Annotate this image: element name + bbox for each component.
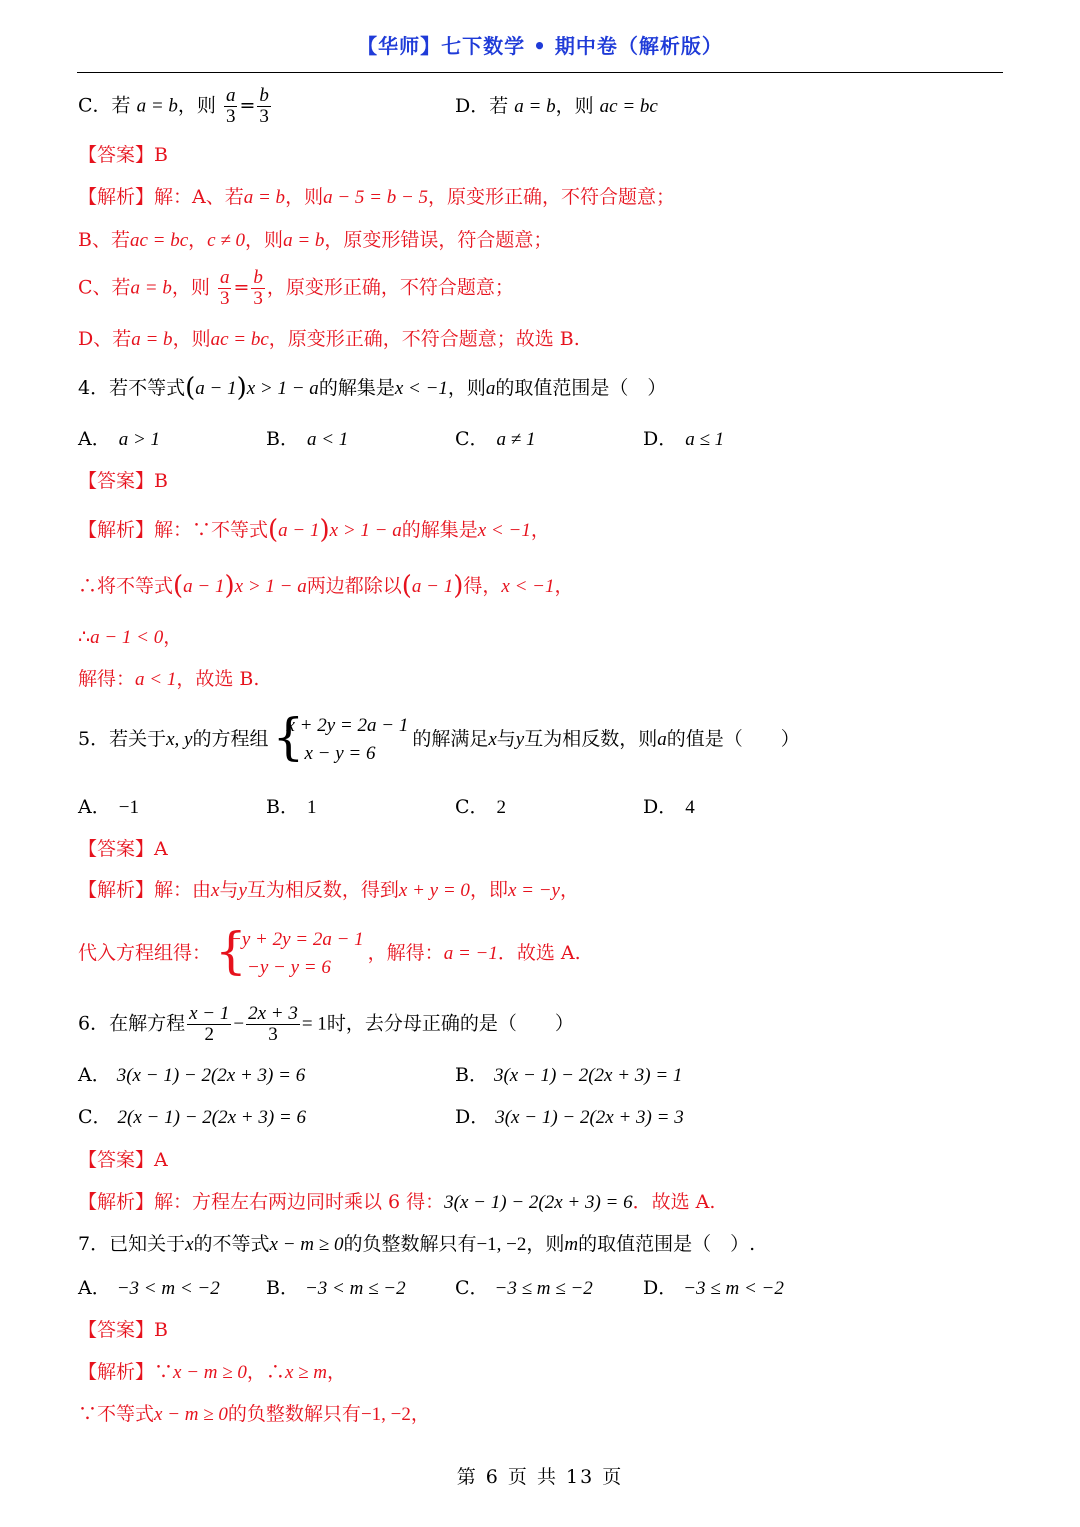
q4-analysis-3: ∴a − 1 < 0， [78, 626, 183, 648]
q3-option-c: C．若 a = b，则 $\frac{a}{3}$ = $\frac{b}{3}$ [78, 85, 269, 127]
q7-option-d: D． −3 ≤ m < −2 [643, 1277, 784, 1299]
q6-option-c: C． 2(x − 1) − 2(2x + 3) = 6 [78, 1106, 307, 1128]
q6-answer: 【答案】A [78, 1149, 168, 1171]
q5-stem: 5．若关于x, y的方程组 { x + 2y = 2a − 1 x − y = 6 的解满足x与y互为相反数，则a的值是（ ） [78, 708, 800, 766]
q3-answer: 【答案】B [78, 144, 168, 166]
q7-option-c: C． −3 ≤ m ≤ −2 [455, 1277, 593, 1299]
q3-c-cond: a = b [136, 95, 178, 117]
q3-c-frac-b: $\frac{b}{3}$ [259, 85, 269, 127]
q6-option-b: B． 3(x − 1) − 2(2x + 3) = 1 [455, 1064, 683, 1086]
q4-analysis-2: ∴将不等式(a − 1)x > 1 − a两边都除以(a − 1)得，x < −1， [78, 571, 574, 601]
q5-option-c: C． 2 [455, 796, 507, 818]
q5-equation-system: { x + 2y = 2a − 1 x − y = 6 [272, 708, 409, 766]
q7-analysis-2: ∵不等式x − m ≥ 0的负整数解只有−1, −2， [78, 1403, 430, 1425]
q5-substituted-system: { −y + 2y = 2a − 1 −y − y = 6 [215, 922, 364, 980]
q3-c-frac-a: $\frac{a}{3}$ [225, 85, 236, 127]
page-header-title: 【华师】七下数学 • 期中卷（解析版） [357, 34, 723, 58]
q3-analysis-d: D、若a = b，则ac = bc，原变形正确，不符合题意；故选 B. [78, 328, 580, 350]
q4-option-b: B． a < 1 [266, 428, 349, 450]
q6-option-d: D． 3(x − 1) − 2(2x + 3) = 3 [455, 1106, 684, 1128]
q5-option-d: D． 4 [643, 796, 695, 818]
q7-option-a: A． −3 < m < −2 [78, 1277, 220, 1299]
q6-analysis-1: 【解析】解：方程左右两边同时乘以 6 得：3(x − 1) − 2(2x + 3) = 6．故选 A. [78, 1191, 716, 1213]
q4-analysis-4: 解得：a < 1，故选 B. [78, 668, 260, 690]
q3-d-result: ac = bc [599, 96, 658, 117]
q7-answer: 【答案】B [78, 1319, 168, 1341]
q4-analysis-1: 【解析】解：∵不等式(a − 1)x > 1 − a的解集是x < −1， [78, 515, 550, 545]
q3-c-then: ，则 [177, 94, 216, 117]
q6-option-a: A． 3(x − 1) − 2(2x + 3) = 6 [78, 1064, 306, 1086]
q5-analysis-1: 【解析】解：由x与y互为相反数，得到x + y = 0，即x = −y， [78, 879, 579, 901]
q7-analysis-1: 【解析】∵x − m ≥ 0，∴x ≥ m， [78, 1361, 347, 1383]
q3-d-label: D．若 [455, 95, 509, 117]
q4-stem: 4．若不等式(a − 1)x > 1 − a的解集是x < −1，则a的取值范围是（ ） [78, 373, 667, 403]
q3-option-d [455, 94, 658, 119]
q4-option-c: C． a ≠ 1 [455, 428, 536, 450]
q3-analysis-a: 【解析】解：A、若a = b，则a − 5 = b − 5，原变形正确，不符合题意； [78, 186, 676, 208]
q3-analysis-c: C、若a = b，则 $\frac{a}{3}$ = $\frac{b}{3}$ ，原变形正确，不符合题意； [78, 267, 514, 309]
q5-option-a: A． −1 [78, 796, 139, 818]
q4-answer: 【答案】B [78, 470, 168, 492]
q7-option-b: B． −3 < m ≤ −2 [266, 1277, 406, 1299]
q7-stem: 7．已知关于x的不等式x − m ≥ 0的负整数解只有−1, −2，则m的取值范围是（ ）. [78, 1233, 756, 1255]
q5-analysis-2: 代入方程组得： { −y + 2y = 2a − 1 −y − y = 6 ，解得：a = −1．故选 A. [78, 922, 581, 980]
q3-d-cond: a = b [514, 96, 556, 117]
q3-c-label: C．若 [78, 94, 131, 117]
q6-stem: 6．在解方程 $\frac{x - 1}{2}$ − $\frac{2x + 3}{3}$ = 1时，去分母正确的是（ ） [78, 1003, 574, 1045]
header-divider [77, 72, 1003, 73]
q3-d-then: ，则 [555, 95, 594, 117]
page-footer-number: 第 6 页 共 13 页 [456, 1466, 624, 1488]
q5-option-b: B． 1 [266, 796, 317, 818]
q4-option-a: A． a > 1 [78, 428, 161, 450]
q3-analysis-b: B、若ac = bc，c ≠ 0，则a = b，原变形错误，符合题意； [78, 229, 553, 251]
q4-option-d: D． a ≤ 1 [643, 428, 725, 450]
q5-answer: 【答案】A [78, 838, 168, 860]
